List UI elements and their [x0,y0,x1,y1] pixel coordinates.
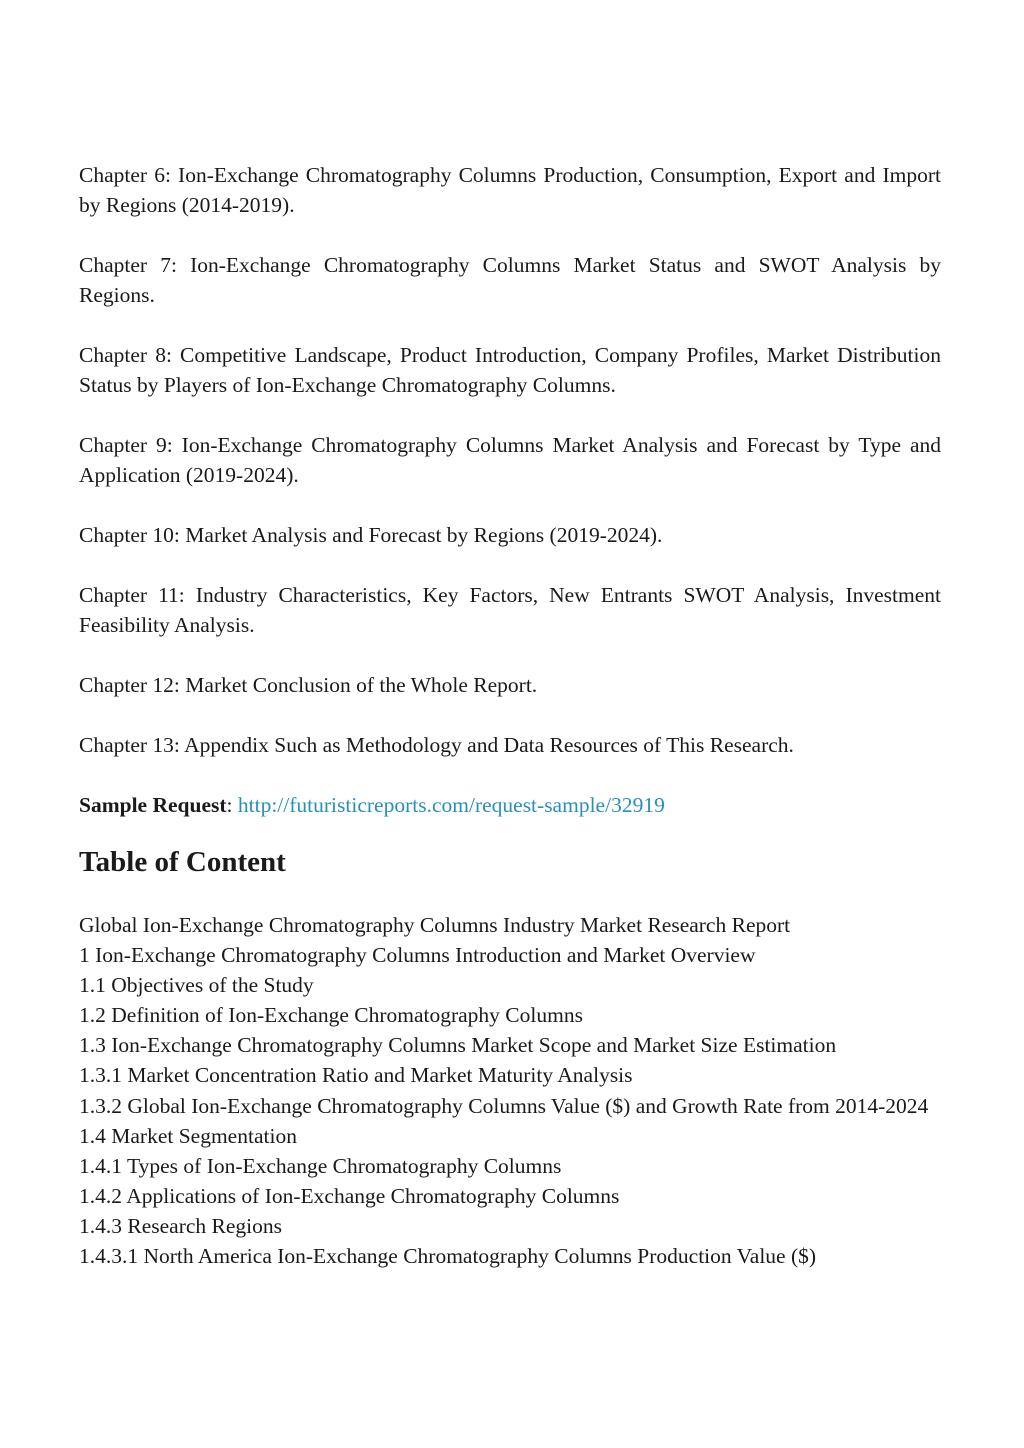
toc-item: 1.4.1 Types of Ion-Exchange Chromatography Columns [79,1153,562,1178]
chapter-6-paragraph: Chapter 6: Ion-Exchange Chromatography Columns Production, Consumption, Export and Import by Regions (2014-2019). [79,163,941,217]
toc-item: 1.3 Ion-Exchange Chromatography Columns Market Scope and Market Size Estimation [79,1033,837,1058]
chapter-7-paragraph: Chapter 7: Ion-Exchange Chromatography Columns Market Status and SWOT Analysis by Regions. [79,253,941,307]
sample-request-link[interactable]: http://futuristicreports.com/request-sample/32919 [237,793,665,817]
toc-item: 1.3.1 Market Concentration Ratio and Market Maturity Analysis [79,1063,633,1088]
sample-request-line [79,790,941,820]
chapter-13-paragraph: Chapter 13: Appendix Such as Methodology and Data Resources of This Research. [79,733,794,757]
toc-item: 1.4.3.1 North America Ion-Exchange Chromatography Columns Production Value ($) [79,1244,817,1269]
toc-item: 1.1 Objectives of the Study [79,973,314,998]
toc-item: 1.4.2 Applications of Ion-Exchange Chromatography Columns [79,1183,620,1208]
chapter-8-paragraph: Chapter 8: Competitive Landscape, Product Introduction, Company Profiles, Market Distribution Status by Players of Ion-Exchange Chromatography Columns. [79,343,941,397]
chapter-9-paragraph: Chapter 9: Ion-Exchange Chromatography Columns Market Analysis and Forecast by Type and Application (2019-2024). [79,433,941,487]
toc-item: 1 Ion-Exchange Chromatography Columns Introduction and Market Overview [79,943,756,968]
sample-request-label: Sample Request [79,793,227,817]
sample-request-separator: : [226,793,238,817]
document-page [79,160,941,1271]
toc-item: 1.2 Definition of Ion-Exchange Chromatography Columns [79,1003,583,1028]
chapter-11-paragraph: Chapter 11: Industry Characteristics, Key Factors, New Entrants SWOT Analysis, Investment Feasibility Analysis. [79,583,941,637]
toc-heading: Table of Content [79,846,286,878]
toc-item: 1.3.2 Global Ion-Exchange Chromatography Columns Value ($) and Growth Rate from 2014-2024 [79,1093,929,1118]
toc-item: Global Ion-Exchange Chromatography Columns Industry Market Research Report [79,913,791,937]
toc-item: 1.4 Market Segmentation [79,1123,297,1148]
chapter-10-paragraph: Chapter 10: Market Analysis and Forecast by Regions (2019-2024). [79,523,663,547]
chapter-12-paragraph: Chapter 12: Market Conclusion of the Whole Report. [79,673,538,697]
toc-list [79,910,941,1271]
toc-item: 1.4.3 Research Regions [79,1213,283,1238]
